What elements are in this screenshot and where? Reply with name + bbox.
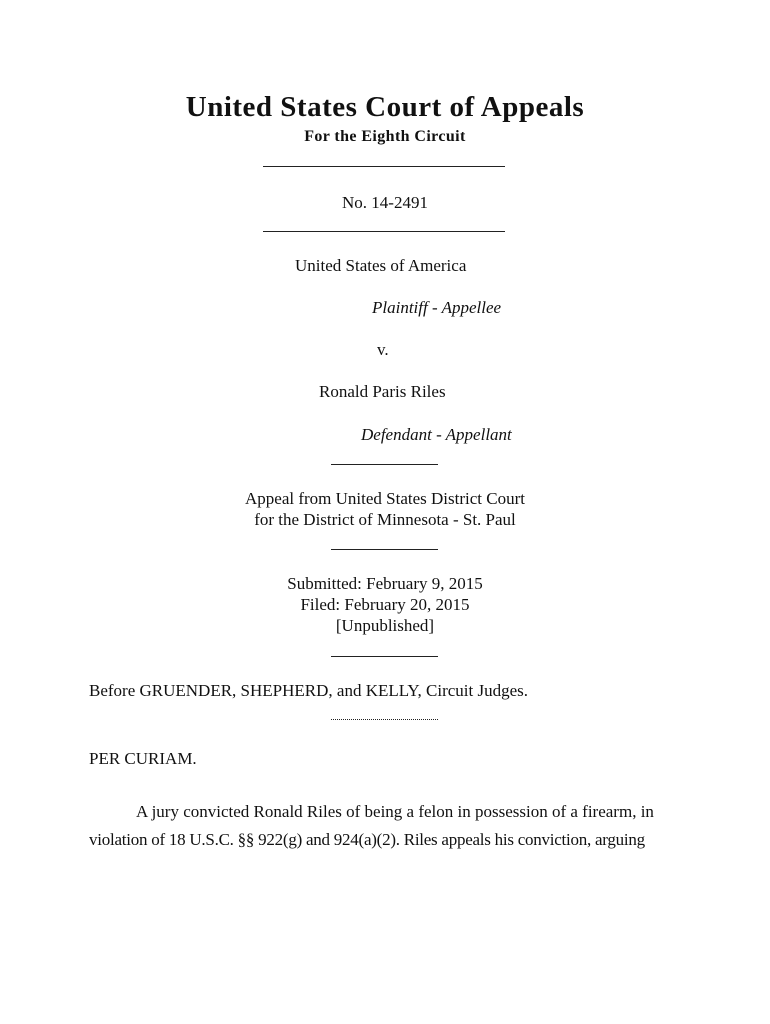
opinion-text-line-1: A jury convicted Ronald Riles of being a felon in possession of a firearm, in (136, 802, 654, 821)
court-name-heading: United States Court of Appeals (185, 91, 585, 123)
circuit-subheading: For the Eighth Circuit (304, 128, 466, 145)
divider-short-1 (331, 464, 438, 465)
divider-dotted (331, 719, 438, 720)
party-two-name: Ronald Paris Riles (319, 382, 446, 401)
party-one-name: United States of America (295, 256, 467, 275)
divider-short-2 (331, 549, 438, 550)
party-one-role: Plaintiff - Appellee (372, 298, 502, 317)
panel-judges: Before GRUENDER, SHEPHERD, and KELLY, Circuit Judges. (89, 681, 529, 700)
versus-label: v. (377, 340, 389, 359)
divider-short-3 (331, 656, 438, 657)
appeal-line-1: Appeal from United States District Court (245, 489, 525, 508)
filed-date: Filed: February 20, 2015 (300, 595, 470, 614)
publication-status: [Unpublished] (335, 616, 435, 635)
submitted-date: Submitted: February 9, 2015 (287, 574, 483, 593)
divider-under-case-number (263, 231, 505, 232)
case-number: No. 14-2491 (342, 193, 428, 212)
appeal-line-2: for the District of Minnesota - St. Paul (254, 510, 516, 529)
opinion-author: PER CURIAM. (89, 749, 197, 768)
opinion-text-line-2: violation of 18 U.S.C. §§ 922(g) and 924(a)(2). Riles appeals his conviction, arguing (89, 830, 645, 849)
party-two-role: Defendant - Appellant (361, 425, 512, 444)
divider-top (263, 166, 505, 167)
